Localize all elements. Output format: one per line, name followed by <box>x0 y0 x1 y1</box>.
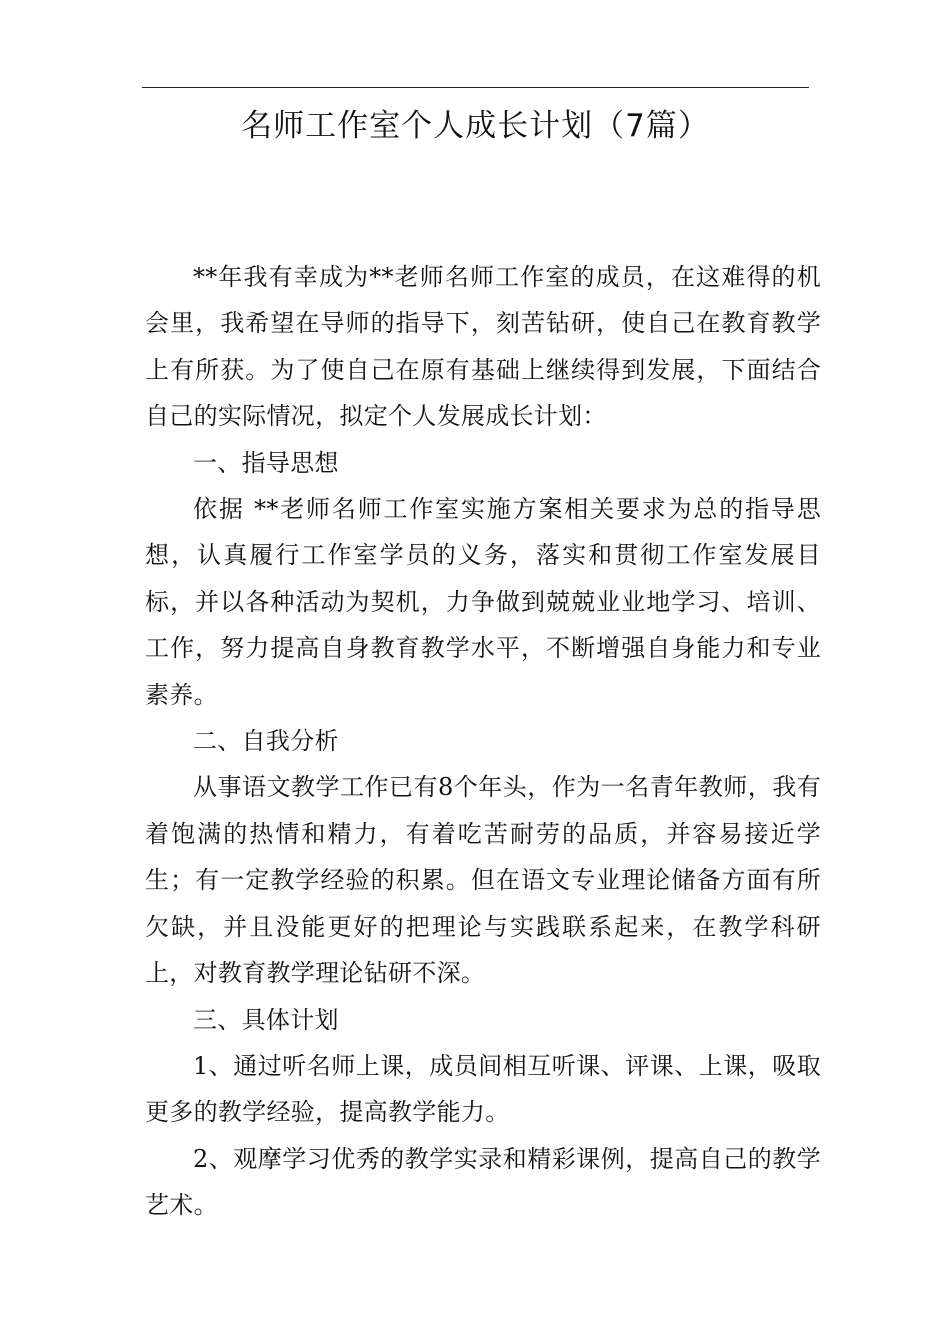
plan-item-2: 2、观摩学习优秀的教学实录和精彩课例，提高自己的教学艺术。 <box>145 1144 821 1220</box>
document-title: 名师工作室个人成长计划（7篇） <box>241 108 710 144</box>
section-heading-guiding-thought: 一、指导思想 <box>193 448 339 477</box>
section-heading-specific-plan: 三、具体计划 <box>193 1005 339 1034</box>
header-rule <box>142 87 809 88</box>
plan-item-1: 1、通过听名师上课，成员间相互听课、评课、上课，吸取更多的教学经验，提高教学能力。 <box>145 1051 821 1127</box>
section-text-guiding-thought: 依据 **老师名师工作室实施方案相关要求为总的指导思想，认真履行工作室学员的义务，落实和贯彻工作室发展目标，并以各种活动为契机，力争做到兢兢业业地学习、培训、工作，努力提高自身教育教学水平，不断增强自身能力和专业素养。 <box>145 495 821 709</box>
section-text-self-analysis: 从事语文教学工作已有8个年头，作为一名青年教师，我有着饱满的热情和精力，有着吃苦耐劳的品质，并容易接近学生；有一定教学经验的积累。但在语文专业理论储备方面有所欠缺，并且没能更好的把理论与实践联系起来，在教学科研上，对教育教学理论钻研不深。 <box>145 773 821 988</box>
intro-paragraph: **年我有幸成为**老师名师工作室的成员，在这难得的机会里，我希望在导师的指导下，刻苦钻研，使自己在教育教学上有所获。为了使自己在原有基础上继续得到发展，下面结合自己的实际情况，拟定个人发展成长计划： <box>145 263 821 431</box>
document-body <box>145 254 821 1229</box>
section-heading-self-analysis: 二、自我分析 <box>193 727 339 756</box>
